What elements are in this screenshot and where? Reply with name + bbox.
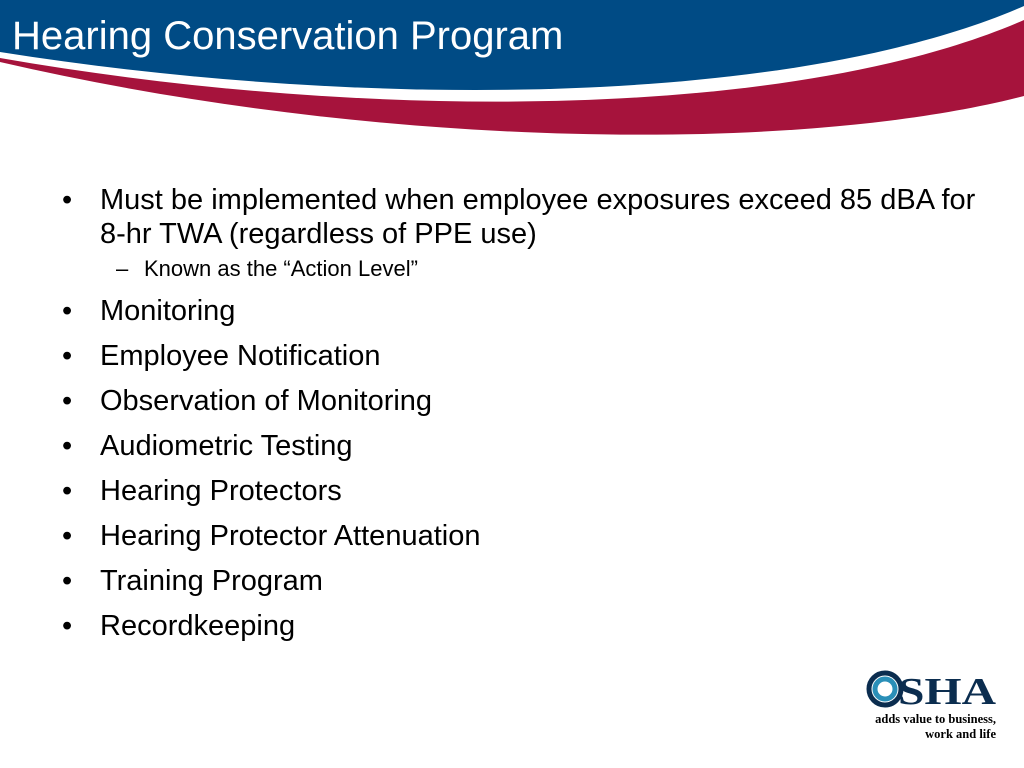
logo-tagline-line1: adds value to business, bbox=[875, 712, 996, 726]
bullet-text: Audiometric Testing bbox=[100, 430, 353, 462]
bullet-list bbox=[58, 183, 988, 654]
bullet-marker: • bbox=[62, 385, 73, 417]
osha-wordmark bbox=[866, 668, 998, 710]
bullet-text: Hearing Protectors bbox=[100, 475, 342, 507]
bullet-text: Hearing Protector Attenuation bbox=[100, 520, 481, 552]
bullet-item-observation-of-monitoring bbox=[58, 384, 988, 418]
bullet-text: Training Program bbox=[100, 565, 323, 597]
bullet-marker: • bbox=[62, 565, 73, 597]
bullet-marker: • bbox=[62, 295, 73, 327]
logo-tagline bbox=[866, 712, 996, 742]
bullet-marker: • bbox=[62, 184, 73, 216]
bullet-item-training-program bbox=[58, 564, 988, 598]
bullet-item-hearing-protector-attenuation bbox=[58, 519, 988, 553]
bullet-marker: • bbox=[62, 340, 73, 372]
logo-tagline-line2: work and life bbox=[925, 727, 996, 741]
bullet-marker: • bbox=[62, 610, 73, 642]
bullet-text: Must be implemented when employee exposures exceed 85 dBA for 8-hr TWA (regardless of PPE use) bbox=[100, 184, 976, 250]
bullet-text: Observation of Monitoring bbox=[100, 385, 433, 417]
osha-logo bbox=[866, 668, 1006, 748]
bullet-text: Employee Notification bbox=[100, 340, 381, 372]
sub-bullet-list bbox=[100, 255, 988, 283]
sub-bullet-marker: – bbox=[116, 256, 129, 281]
bullet-marker: • bbox=[62, 475, 73, 507]
slide-title: Hearing Conservation Program bbox=[12, 14, 564, 58]
bullet-item-action-level bbox=[58, 183, 988, 283]
bullet-marker: • bbox=[62, 430, 73, 462]
logo-o-center bbox=[881, 685, 889, 693]
bullet-item-recordkeeping bbox=[58, 609, 988, 643]
sub-bullet-item bbox=[100, 255, 988, 283]
bullet-text: Monitoring bbox=[100, 295, 236, 327]
bullet-item-hearing-protectors bbox=[58, 474, 988, 508]
bullet-item-audiometric-testing bbox=[58, 429, 988, 463]
bullet-text: Recordkeeping bbox=[100, 610, 296, 642]
bullet-item-monitoring bbox=[58, 294, 988, 328]
bullet-item-employee-notification bbox=[58, 339, 988, 373]
bullet-marker: • bbox=[62, 520, 73, 552]
sub-bullet-text: Known as the “Action Level” bbox=[144, 256, 418, 281]
logo-wordmark-text: SHA bbox=[898, 671, 997, 710]
